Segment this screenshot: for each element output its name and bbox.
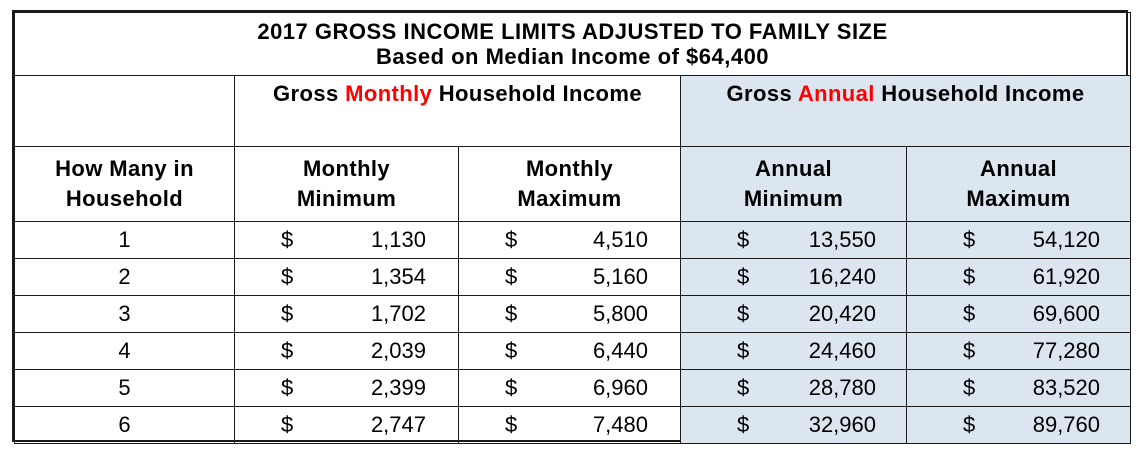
column-header-row — [15, 147, 1131, 222]
group-header-annual — [681, 76, 1131, 147]
annual-minimum-value: 20,420 — [808, 301, 876, 326]
header-household — [15, 147, 235, 222]
header-monthly-minimum-line-2: Minimum — [296, 186, 397, 211]
monthly-minimum-value: 2,399 — [370, 375, 426, 400]
currency-symbol: $ — [505, 375, 518, 400]
group-monthly-highlight: Monthly — [345, 81, 433, 106]
monthly-minimum-cell — [235, 370, 459, 407]
header-household-line-1: How Many in — [55, 156, 194, 181]
annual-maximum-value: 61,920 — [1032, 264, 1101, 289]
currency-symbol: $ — [963, 412, 976, 437]
annual-minimum-value: 13,550 — [808, 227, 876, 252]
monthly-maximum-cell — [459, 222, 681, 259]
header-annual-minimum-line-2: Minimum — [743, 186, 844, 211]
annual-maximum-cell — [907, 370, 1131, 407]
monthly-maximum-value: 6,960 — [592, 375, 648, 400]
currency-symbol: $ — [281, 227, 294, 252]
household-size-cell: 2 — [15, 259, 235, 296]
annual-minimum-cell — [681, 259, 907, 296]
monthly-minimum-cell — [235, 407, 459, 444]
annual-maximum-cell — [907, 333, 1131, 370]
currency-symbol: $ — [737, 375, 750, 400]
header-annual-maximum-line-1: Annual — [980, 156, 1057, 181]
currency-symbol: $ — [505, 338, 518, 363]
annual-minimum-value: 24,460 — [808, 338, 876, 363]
monthly-minimum-value: 1,130 — [370, 227, 426, 252]
monthly-minimum-cell — [235, 333, 459, 370]
monthly-minimum-value: 2,747 — [370, 412, 426, 437]
annual-maximum-value: 89,760 — [1032, 412, 1101, 437]
annual-minimum-cell — [681, 222, 907, 259]
currency-symbol: $ — [963, 264, 976, 289]
header-annual-minimum-line-1: Annual — [755, 156, 832, 181]
header-monthly-maximum-line-1: Monthly — [525, 156, 614, 181]
annual-maximum-value: 69,600 — [1032, 301, 1101, 326]
monthly-maximum-cell — [459, 370, 681, 407]
annual-minimum-cell — [681, 370, 907, 407]
monthly-maximum-cell — [459, 333, 681, 370]
table-row — [15, 296, 1131, 333]
group-annual-prefix: Gross — [726, 81, 798, 106]
monthly-minimum-cell — [235, 296, 459, 333]
currency-symbol: $ — [505, 227, 518, 252]
currency-symbol: $ — [505, 412, 518, 437]
currency-symbol: $ — [281, 301, 294, 326]
table-row — [15, 222, 1131, 259]
income-limits-table — [14, 12, 1131, 444]
header-annual-minimum — [681, 147, 907, 222]
monthly-minimum-cell — [235, 259, 459, 296]
monthly-minimum-value: 1,354 — [370, 264, 426, 289]
group-header-row — [15, 76, 1131, 147]
group-header-monthly — [235, 76, 681, 147]
currency-symbol: $ — [505, 301, 518, 326]
header-monthly-minimum — [235, 147, 459, 222]
currency-symbol: $ — [963, 338, 976, 363]
annual-maximum-value: 83,520 — [1032, 375, 1101, 400]
household-size-cell: 4 — [15, 333, 235, 370]
currency-symbol: $ — [737, 338, 750, 363]
table-row — [15, 333, 1131, 370]
table-row — [15, 407, 1131, 444]
monthly-maximum-value: 5,800 — [592, 301, 648, 326]
currency-symbol: $ — [737, 264, 750, 289]
currency-symbol: $ — [281, 264, 294, 289]
monthly-maximum-value: 4,510 — [592, 227, 648, 252]
annual-minimum-value: 28,780 — [808, 375, 876, 400]
title-line-2: Based on Median Income of $64,400 — [375, 44, 770, 69]
annual-minimum-cell — [681, 333, 907, 370]
currency-symbol: $ — [281, 338, 294, 363]
title-row — [15, 13, 1131, 76]
household-size-cell: 5 — [15, 370, 235, 407]
monthly-maximum-value: 6,440 — [592, 338, 648, 363]
monthly-maximum-cell — [459, 296, 681, 333]
header-monthly-maximum — [459, 147, 681, 222]
currency-symbol: $ — [963, 227, 976, 252]
annual-maximum-cell — [907, 407, 1131, 444]
currency-symbol: $ — [963, 301, 976, 326]
header-monthly-minimum-line-1: Monthly — [302, 156, 391, 181]
annual-minimum-value: 32,960 — [808, 412, 876, 437]
annual-maximum-value: 54,120 — [1032, 227, 1101, 252]
annual-minimum-value: 16,240 — [808, 264, 876, 289]
annual-minimum-cell — [681, 296, 907, 333]
group-monthly-prefix: Gross — [273, 81, 346, 106]
annual-maximum-cell — [907, 296, 1131, 333]
currency-symbol: $ — [505, 264, 518, 289]
annual-maximum-cell — [907, 259, 1131, 296]
group-monthly-suffix: Household Income — [432, 81, 642, 106]
currency-symbol: $ — [281, 412, 294, 437]
currency-symbol: $ — [281, 375, 294, 400]
monthly-maximum-cell — [459, 407, 681, 444]
monthly-maximum-value: 5,160 — [592, 264, 648, 289]
annual-minimum-cell — [681, 407, 907, 444]
annual-maximum-value: 77,280 — [1032, 338, 1101, 363]
table-title — [15, 13, 1131, 76]
monthly-maximum-cell — [459, 259, 681, 296]
income-limits-table-frame — [12, 10, 1128, 442]
header-annual-maximum-line-2: Maximum — [966, 186, 1071, 211]
monthly-minimum-cell — [235, 222, 459, 259]
monthly-maximum-value: 7,480 — [592, 412, 648, 437]
household-size-cell: 1 — [15, 222, 235, 259]
table-row — [15, 370, 1131, 407]
title-line-1: 2017 GROSS INCOME LIMITS ADJUSTED TO FAMILY SIZE — [257, 19, 888, 44]
group-annual-suffix: Household Income — [874, 81, 1085, 106]
monthly-minimum-value: 2,039 — [370, 338, 426, 363]
header-household-line-2: Household — [65, 186, 184, 211]
header-monthly-maximum-line-2: Maximum — [517, 186, 622, 211]
household-size-cell: 6 — [15, 407, 235, 444]
annual-maximum-cell — [907, 222, 1131, 259]
currency-symbol: $ — [737, 301, 750, 326]
group-annual-highlight: Annual — [797, 81, 875, 106]
currency-symbol: $ — [963, 375, 976, 400]
header-annual-maximum — [907, 147, 1131, 222]
currency-symbol: $ — [737, 227, 750, 252]
group-header-empty — [15, 76, 235, 147]
household-size-cell: 3 — [15, 296, 235, 333]
table-row — [15, 259, 1131, 296]
monthly-minimum-value: 1,702 — [370, 301, 426, 326]
currency-symbol: $ — [737, 412, 750, 437]
